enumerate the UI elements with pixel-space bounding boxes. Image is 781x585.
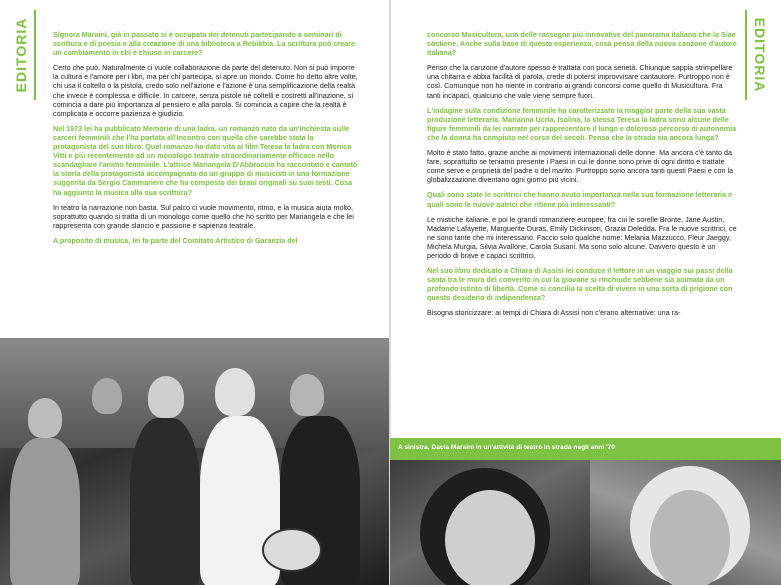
left-column: [53, 30, 358, 251]
portrait-face: [445, 490, 535, 585]
section-tab-label: EDITORIA: [752, 17, 768, 93]
photo-figure-head: [215, 368, 255, 416]
photo-caption-bar: [390, 438, 781, 460]
question-paragraph: Nel suo libro dedicato a Chiara di Assisi lei conduce il lettore in un viaggio sui passi della santa tra le mura del convento in cui la giovane si rinchiude sebbene sia animata da un profondo istinto di libertà. Come si concilia la scelta di vivere in una sorta di prigione con questo desiderio di indipendenza?: [427, 266, 733, 303]
street-theatre-photo: [0, 338, 390, 585]
photo-drum: [262, 528, 322, 572]
question-paragraph: Nel 1973 lei ha pubblicato Memorie di una ladra, un romanzo nato da un'inchiesta sulle carceri femminili che l'ha portata all'incontro con quella che sarebbe stata la protagonista del suo libro. Quel romanzo ha dato vita al film Teresa la ladra con Monica Vitti e più recentemente ad un monologo teatrale straordinariamente efficace nello scandagliare l'animo femminile. L'attrice Mariangela D'Abbraccio ha raccontato e cantato la storia della protagonista accompagnata da un gruppo di musicisti in una formazione suggerita da Sergio Cammariere che ha composto dei brani originali su suoi testi. Cosa ha aggiunto la musica alla sua scrittura?: [53, 123, 358, 197]
portrait-face: [650, 490, 730, 585]
answer-paragraph: In teatro la narrazione non basta. Sul palco ci vuole movimento, ritmo, e la musica aiuta molto, soprattutto quando si tratta di un monologo come quello che ho scritto per Mariangela e che lei rappresenta con grande slancio e passione e sapienza teatrale.: [53, 202, 354, 230]
photo-figure-head: [92, 378, 122, 414]
photo-figure-head: [290, 374, 324, 416]
answer-paragraph: Bisogna storicizzare: ai tempi di Chiara di Assisi non c'erano alternative: una ra-: [427, 308, 681, 318]
question-paragraph: concorso Musicultura, una delle rassegne più innovative del panorama italiano che la Siae sostiene. Anche sulla base di questa esperienza, cosa pensa della nuova canzone d'autore italiana?: [427, 30, 737, 58]
section-tab-label: EDITORIA: [13, 17, 29, 93]
photo-figure-body: [130, 418, 200, 585]
answer-paragraph: Certo che può. Naturalmente ci vuole collaborazione da parte del detenuto. Non si può imporre la cultura e l'amore per i libri, ma per chi partecipa, si apre un mondo. Come ho detto altre volte, chi usa il coltello o la pistola, credo solo nell'azione e l'azione è una semplificazione della realtà che invece è complessa e difficile. In carcere, senza pistole né coltelli e costretti all'inazione, si comincia a dare più importanza al pensiero e alla parola. Si comincia a capire che la realtà è complicata e occorre pazienza e giudizio.: [53, 63, 358, 118]
portrait-photo-young: [390, 460, 590, 585]
answer-paragraph: Le mistiche italiane, e poi le grandi romanziere europee, fra cui le sorelle Bronte, Jane Austin, Madame Lafayette, Marguerite Duras, Emily Dickinson, Grazia Deledda. Fra le nuove scrittrici, ce ne sono tante che mi interessano. Faccio solo qualche nome: Melania Mazzucco, Fleur Jaeggy, Michela Murgia, Silvia Avallone, Carola Susani. Ma sono solo alcune. Davvero questo è un periodo di brave e capaci scrittrici.: [427, 214, 737, 260]
question-paragraph: L'indagine sulla condizione femminile ha caratterizzato la maggior parte della sua vasta produzione letteraria. Marianna Ucrìa, Isolina, la stessa Teresa la ladra sono alcune delle figure femminili da lei narrate per rappresentare il lungo e doloroso percorso di autonomia che la donna ha compiuto nel corso del secoli. Pensa che la strada sia ancora lunga?: [427, 105, 737, 142]
photo-caption: A sinistra, Dacia Maraini in un'attività di teatro in strada negli anni '70: [398, 444, 615, 451]
right-column: [427, 30, 737, 324]
photo-figure-body: [10, 438, 80, 585]
tab-rule: [745, 10, 747, 100]
left-page: [0, 0, 390, 585]
question-paragraph: Signora Maraini, già in passato si è occupata dei detenuti partecipando a seminari di scrittura e di poesia e alla creazione di una biblioteca a Rebibbia. La scrittura può creare un cambiamento in chi è chiuso in carcere?: [53, 30, 355, 58]
question-paragraph: Quali sono state le scrittrici che hanno avuto importanza nella sua formazione letteraria e quali sono le nuove autrici che ritiene più interessanti?: [427, 190, 733, 209]
tab-rule: [34, 10, 36, 100]
answer-paragraph: Molto è stato fatto, grazie anche ai movimenti internazionali delle donne. Ma ancora c'è tanto da fare, soprattutto se teniamo presente i Paesi in cui le donne sono prive di ogni diritto e trattate come serve e proprietà del padre o del marito. Purtroppo sono ancora tanti questi Paesi e con la globalizzazione diventano ogni giorno più vicini.: [427, 148, 734, 185]
question-paragraph: A proposito di musica, lei fa parte del Comitato Artistico di Garanzia del: [53, 235, 298, 245]
photo-figure-head: [28, 398, 62, 438]
photo-figure-head: [148, 376, 184, 418]
portrait-photo-mature: [590, 460, 781, 585]
section-tab-right: [745, 10, 775, 100]
section-tab-left: [6, 10, 36, 100]
right-page: [390, 0, 781, 585]
answer-paragraph: Penso che la canzone d'autore spesso è trattata con poca serietà. Chiunque sappia strimpellare una chitarra e abbia facilità di parola, crede di potersi improvvisare cantautore. Purtroppo non è così. Comunque non ho niente in contrario ai grandi concorsi come quello di Musicultura. Fra tanti incapaci, qualcuno che vale viene sempre fuori.: [427, 63, 733, 100]
